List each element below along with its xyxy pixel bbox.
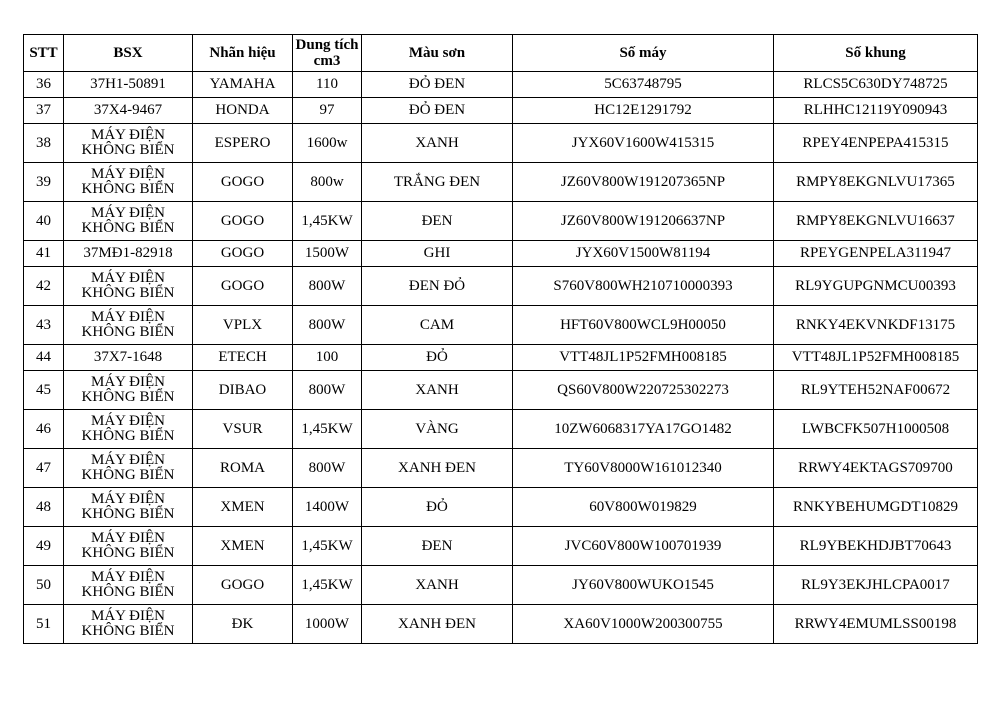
row-bsx-cell: MÁY ĐIỆN KHÔNG BIỂN xyxy=(64,566,193,605)
row-capacity-cell: 97 xyxy=(293,98,362,124)
row-bsx-cell: 37MĐ1-82918 xyxy=(64,241,193,267)
row-frame-number-cell: RL9YGUPGNMCU00393 xyxy=(774,267,978,306)
row-color-cell: ĐỎ ĐEN xyxy=(362,72,513,98)
row-bsx-cell: MÁY ĐIỆN KHÔNG BIỂN xyxy=(64,306,193,345)
row-frame-number-cell: RL9Y3EKJHLCPA0017 xyxy=(774,566,978,605)
table-row xyxy=(24,410,978,449)
row-stt-cell: 44 xyxy=(24,345,64,371)
row-engine-number-cell: JZ60V800W191207365NP xyxy=(513,163,774,202)
row-stt-cell: 41 xyxy=(24,241,64,267)
table-row xyxy=(24,202,978,241)
row-brand-cell: VPLX xyxy=(193,306,293,345)
row-bsx-cell: MÁY ĐIỆN KHÔNG BIỂN xyxy=(64,124,193,163)
table-row xyxy=(24,371,978,410)
row-capacity-cell: 1500W xyxy=(293,241,362,267)
row-bsx-cell: MÁY ĐIỆN KHÔNG BIỂN xyxy=(64,371,193,410)
row-engine-number-cell: 5C63748795 xyxy=(513,72,774,98)
row-brand-cell: VSUR xyxy=(193,410,293,449)
row-stt-cell: 43 xyxy=(24,306,64,345)
row-capacity-cell: 1400W xyxy=(293,488,362,527)
row-frame-number-cell: RPEY4ENPEPA415315 xyxy=(774,124,978,163)
row-brand-cell: HONDA xyxy=(193,98,293,124)
row-capacity-cell: 1,45KW xyxy=(293,410,362,449)
row-engine-number-cell: HFT60V800WCL9H00050 xyxy=(513,306,774,345)
row-bsx-cell: 37X4-9467 xyxy=(64,98,193,124)
table-row xyxy=(24,449,978,488)
row-engine-number-cell: S760V800WH210710000393 xyxy=(513,267,774,306)
table-row xyxy=(24,267,978,306)
row-bsx-cell: MÁY ĐIỆN KHÔNG BIỂN xyxy=(64,527,193,566)
row-color-cell: XANH xyxy=(362,371,513,410)
table-row xyxy=(24,124,978,163)
row-brand-cell: XMEN xyxy=(193,527,293,566)
row-brand-cell: ETECH xyxy=(193,345,293,371)
row-stt-cell: 48 xyxy=(24,488,64,527)
table-row xyxy=(24,488,978,527)
row-bsx-cell: MÁY ĐIỆN KHÔNG BIỂN xyxy=(64,488,193,527)
table-row xyxy=(24,241,978,267)
row-frame-number-cell: RL9YTEH52NAF00672 xyxy=(774,371,978,410)
row-capacity-cell: 100 xyxy=(293,345,362,371)
header-frame-number: Số khung xyxy=(774,35,978,72)
row-stt-cell: 46 xyxy=(24,410,64,449)
row-capacity-cell: 110 xyxy=(293,72,362,98)
row-color-cell: ĐỎ xyxy=(362,488,513,527)
row-color-cell: GHI xyxy=(362,241,513,267)
row-color-cell: ĐEN xyxy=(362,527,513,566)
row-stt-cell: 42 xyxy=(24,267,64,306)
row-capacity-cell: 1000W xyxy=(293,605,362,644)
row-color-cell: CAM xyxy=(362,306,513,345)
row-capacity-cell: 800W xyxy=(293,267,362,306)
row-capacity-cell: 800W xyxy=(293,306,362,345)
header-brand: Nhãn hiệu xyxy=(193,35,293,72)
row-frame-number-cell: RNKY4EKVNKDF13175 xyxy=(774,306,978,345)
row-engine-number-cell: JYX60V1600W415315 xyxy=(513,124,774,163)
header-color: Màu sơn xyxy=(362,35,513,72)
row-bsx-cell: MÁY ĐIỆN KHÔNG BIỂN xyxy=(64,449,193,488)
header-row xyxy=(24,35,978,72)
row-frame-number-cell: RRWY4EMUMLSS00198 xyxy=(774,605,978,644)
row-stt-cell: 38 xyxy=(24,124,64,163)
row-engine-number-cell: HC12E1291792 xyxy=(513,98,774,124)
row-brand-cell: GOGO xyxy=(193,163,293,202)
row-frame-number-cell: RMPY8EKGNLVU17365 xyxy=(774,163,978,202)
row-brand-cell: DIBAO xyxy=(193,371,293,410)
row-stt-cell: 37 xyxy=(24,98,64,124)
row-color-cell: XANH xyxy=(362,566,513,605)
table-row xyxy=(24,163,978,202)
row-engine-number-cell: 10ZW6068317YA17GO1482 xyxy=(513,410,774,449)
row-engine-number-cell: JZ60V800W191206637NP xyxy=(513,202,774,241)
vehicle-table xyxy=(23,34,978,644)
row-frame-number-cell: RNKYBEHUMGDT10829 xyxy=(774,488,978,527)
row-engine-number-cell: TY60V8000W161012340 xyxy=(513,449,774,488)
row-stt-cell: 50 xyxy=(24,566,64,605)
row-engine-number-cell: XA60V1000W200300755 xyxy=(513,605,774,644)
row-color-cell: XANH ĐEN xyxy=(362,449,513,488)
row-frame-number-cell: LWBCFK507H1000508 xyxy=(774,410,978,449)
row-capacity-cell: 1,45KW xyxy=(293,566,362,605)
row-brand-cell: XMEN xyxy=(193,488,293,527)
row-stt-cell: 49 xyxy=(24,527,64,566)
row-stt-cell: 51 xyxy=(24,605,64,644)
row-capacity-cell: 800w xyxy=(293,163,362,202)
row-bsx-cell: 37H1-50891 xyxy=(64,72,193,98)
table-row xyxy=(24,345,978,371)
row-frame-number-cell: RLCS5C630DY748725 xyxy=(774,72,978,98)
row-brand-cell: ĐK xyxy=(193,605,293,644)
row-engine-number-cell: 60V800W019829 xyxy=(513,488,774,527)
row-color-cell: VÀNG xyxy=(362,410,513,449)
row-capacity-cell: 800W xyxy=(293,449,362,488)
row-bsx-cell: MÁY ĐIỆN KHÔNG BIỂN xyxy=(64,410,193,449)
row-stt-cell: 40 xyxy=(24,202,64,241)
table-row xyxy=(24,527,978,566)
row-color-cell: ĐỎ xyxy=(362,345,513,371)
row-engine-number-cell: QS60V800W220725302273 xyxy=(513,371,774,410)
row-brand-cell: YAMAHA xyxy=(193,72,293,98)
row-color-cell: ĐEN xyxy=(362,202,513,241)
header-engine-number: Số máy xyxy=(513,35,774,72)
row-bsx-cell: MÁY ĐIỆN KHÔNG BIỂN xyxy=(64,605,193,644)
table-row xyxy=(24,605,978,644)
row-capacity-cell: 1,45KW xyxy=(293,527,362,566)
row-capacity-cell: 800W xyxy=(293,371,362,410)
row-color-cell: XANH xyxy=(362,124,513,163)
row-brand-cell: ROMA xyxy=(193,449,293,488)
row-capacity-cell: 1600w xyxy=(293,124,362,163)
row-frame-number-cell: RPEYGENPELA311947 xyxy=(774,241,978,267)
row-color-cell: ĐEN ĐỎ xyxy=(362,267,513,306)
table-row xyxy=(24,566,978,605)
row-brand-cell: GOGO xyxy=(193,241,293,267)
table-body xyxy=(24,72,978,644)
row-engine-number-cell: JYX60V1500W81194 xyxy=(513,241,774,267)
header-capacity: Dung tích cm3 xyxy=(293,35,362,72)
row-stt-cell: 47 xyxy=(24,449,64,488)
row-color-cell: XANH ĐEN xyxy=(362,605,513,644)
row-engine-number-cell: JVC60V800W100701939 xyxy=(513,527,774,566)
row-color-cell: TRẮNG ĐEN xyxy=(362,163,513,202)
row-bsx-cell: MÁY ĐIỆN KHÔNG BIỂN xyxy=(64,163,193,202)
row-bsx-cell: MÁY ĐIỆN KHÔNG BIỂN xyxy=(64,202,193,241)
row-frame-number-cell: RMPY8EKGNLVU16637 xyxy=(774,202,978,241)
table-row xyxy=(24,72,978,98)
row-engine-number-cell: JY60V800WUKO1545 xyxy=(513,566,774,605)
row-engine-number-cell: VTT48JL1P52FMH008185 xyxy=(513,345,774,371)
row-frame-number-cell: VTT48JL1P52FMH008185 xyxy=(774,345,978,371)
row-color-cell: ĐỎ ĐEN xyxy=(362,98,513,124)
row-brand-cell: GOGO xyxy=(193,566,293,605)
row-brand-cell: ESPERO xyxy=(193,124,293,163)
header-bsx: BSX xyxy=(64,35,193,72)
row-bsx-cell: 37X7-1648 xyxy=(64,345,193,371)
row-brand-cell: GOGO xyxy=(193,202,293,241)
row-stt-cell: 39 xyxy=(24,163,64,202)
row-frame-number-cell: RL9YBEKHDJBT70643 xyxy=(774,527,978,566)
row-stt-cell: 36 xyxy=(24,72,64,98)
row-frame-number-cell: RLHHC12119Y090943 xyxy=(774,98,978,124)
table-row xyxy=(24,306,978,345)
row-bsx-cell: MÁY ĐIỆN KHÔNG BIỂN xyxy=(64,267,193,306)
row-stt-cell: 45 xyxy=(24,371,64,410)
table-row xyxy=(24,98,978,124)
header-stt: STT xyxy=(24,35,64,72)
row-brand-cell: GOGO xyxy=(193,267,293,306)
row-capacity-cell: 1,45KW xyxy=(293,202,362,241)
row-frame-number-cell: RRWY4EKTAGS709700 xyxy=(774,449,978,488)
